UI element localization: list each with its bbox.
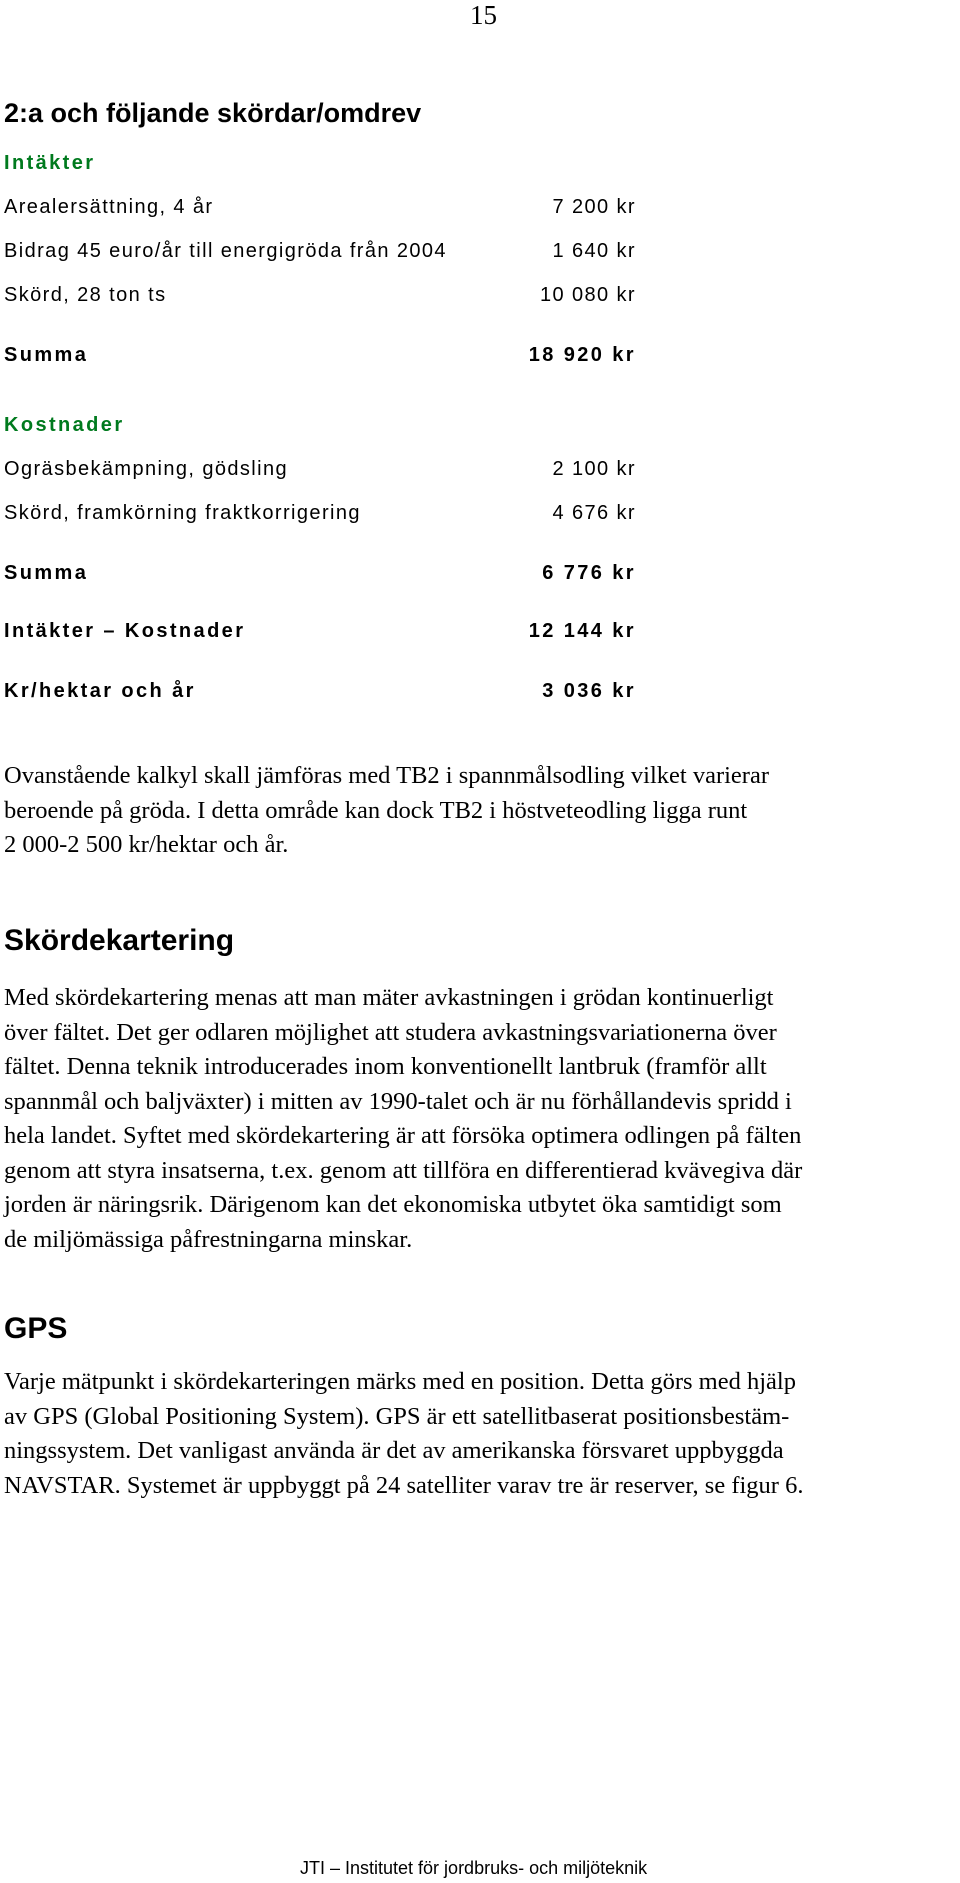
row-label: Ogräsbekämpning, gödsling [4,458,289,480]
costs-heading-row [4,414,636,440]
table-row [4,458,636,484]
row-label: Skörd, framkörning fraktkorrigering [4,502,361,524]
paragraph-line: Med skördekartering menas att man mäter avkastningen i grödan kontinuerligt [4,984,774,1011]
row-label: Bidrag 45 euro/år till energigröda från 2004 [4,240,447,262]
paragraph-line: NAVSTAR. Systemet är uppbyggt på 24 satelliter varav tre är reserver, se figur 6. [4,1471,804,1499]
sum-value: 6 776 kr [542,562,636,584]
paragraph-line: 2 000-2 500 kr/hektar och år. [4,831,289,858]
row-value: 2 100 kr [552,458,636,480]
table-row [4,240,636,266]
paragraph-line: beroende på gröda. I detta område kan dock TB2 i höstveteodling ligga runt [4,796,748,824]
table-row [4,196,636,222]
paragraph-line: genom att styra insatserna, t.ex. genom att tillföra en differentierad kvävegiva där [4,1156,803,1184]
result-per-hectare-row [4,680,636,706]
row-label: Arealersättning, 4 år [4,196,214,218]
sum-label: Summa [4,344,89,366]
row-label: Skörd, 28 ton ts [4,284,167,306]
row-value: 10 080 kr [540,284,636,306]
paragraph-line: Ovanstående kalkyl skall jämföras med TB2 i spannmålsodling vilket varierar [4,762,769,789]
per-hectare-value: 3 036 kr [542,680,636,702]
section-title: 2:a och följande skördar/omdrev [4,98,422,128]
costs-heading: Kostnader [4,414,125,436]
sum-label: Summa [4,562,89,584]
table-row [4,502,636,528]
paragraph-line: Varje mätpunkt i skördekarteringen märks med en position. Detta görs med hjälp [4,1368,796,1395]
costs-sum-row [4,562,636,588]
gps-paragraph [4,1365,956,1503]
skordekartering-heading: Skördekartering [4,924,235,957]
page-number: 15 [470,0,497,30]
skordekartering-paragraph [4,981,956,1257]
income-heading: Intäkter [4,152,96,174]
result-diff-row [4,620,636,646]
row-value: 7 200 kr [552,196,636,218]
diff-label: Intäkter – Kostnader [4,620,246,642]
paragraph-line: hela landet. Syftet med skördekartering är att försöka optimera odlingen på fälten [4,1122,802,1149]
sum-value: 18 920 kr [528,344,636,366]
paragraph-line: över fältet. Det ger odlaren möjlighet att studera avkastningsvariationerna över [4,1018,777,1046]
table-row [4,284,636,310]
paragraph-line: spannmål och baljväxter) i mitten av 1990-talet och är nu förhållandevis spridd i [4,1087,792,1115]
row-value: 1 640 kr [552,240,636,262]
comparison-paragraph [4,759,956,863]
paragraph-line: ningssystem. Det vanligast använda är det av amerikanska försvaret uppbyggda [4,1437,784,1464]
income-sum-row [4,344,636,370]
paragraph-line: de miljömässiga påfrestningarna minskar. [4,1225,413,1253]
per-hectare-label: Kr/hektar och år [4,680,196,702]
row-value: 4 676 kr [552,502,636,524]
page-footer: JTI – Institutet för jordbruks- och miljöteknik [300,1858,648,1878]
paragraph-line: av GPS (Global Positioning System). GPS är ett satellitbaserat positionsbestäm- [4,1402,790,1430]
paragraph-line: fältet. Denna teknik introducerades inom konventionellt lantbruk (framför allt [4,1053,767,1080]
paragraph-line: jorden är näringsrik. Därigenom kan det ekonomiska utbytet öka samtidigt som [4,1191,782,1218]
gps-heading: GPS [4,1312,68,1345]
diff-value: 12 144 kr [528,620,636,642]
income-heading-row [4,152,636,178]
